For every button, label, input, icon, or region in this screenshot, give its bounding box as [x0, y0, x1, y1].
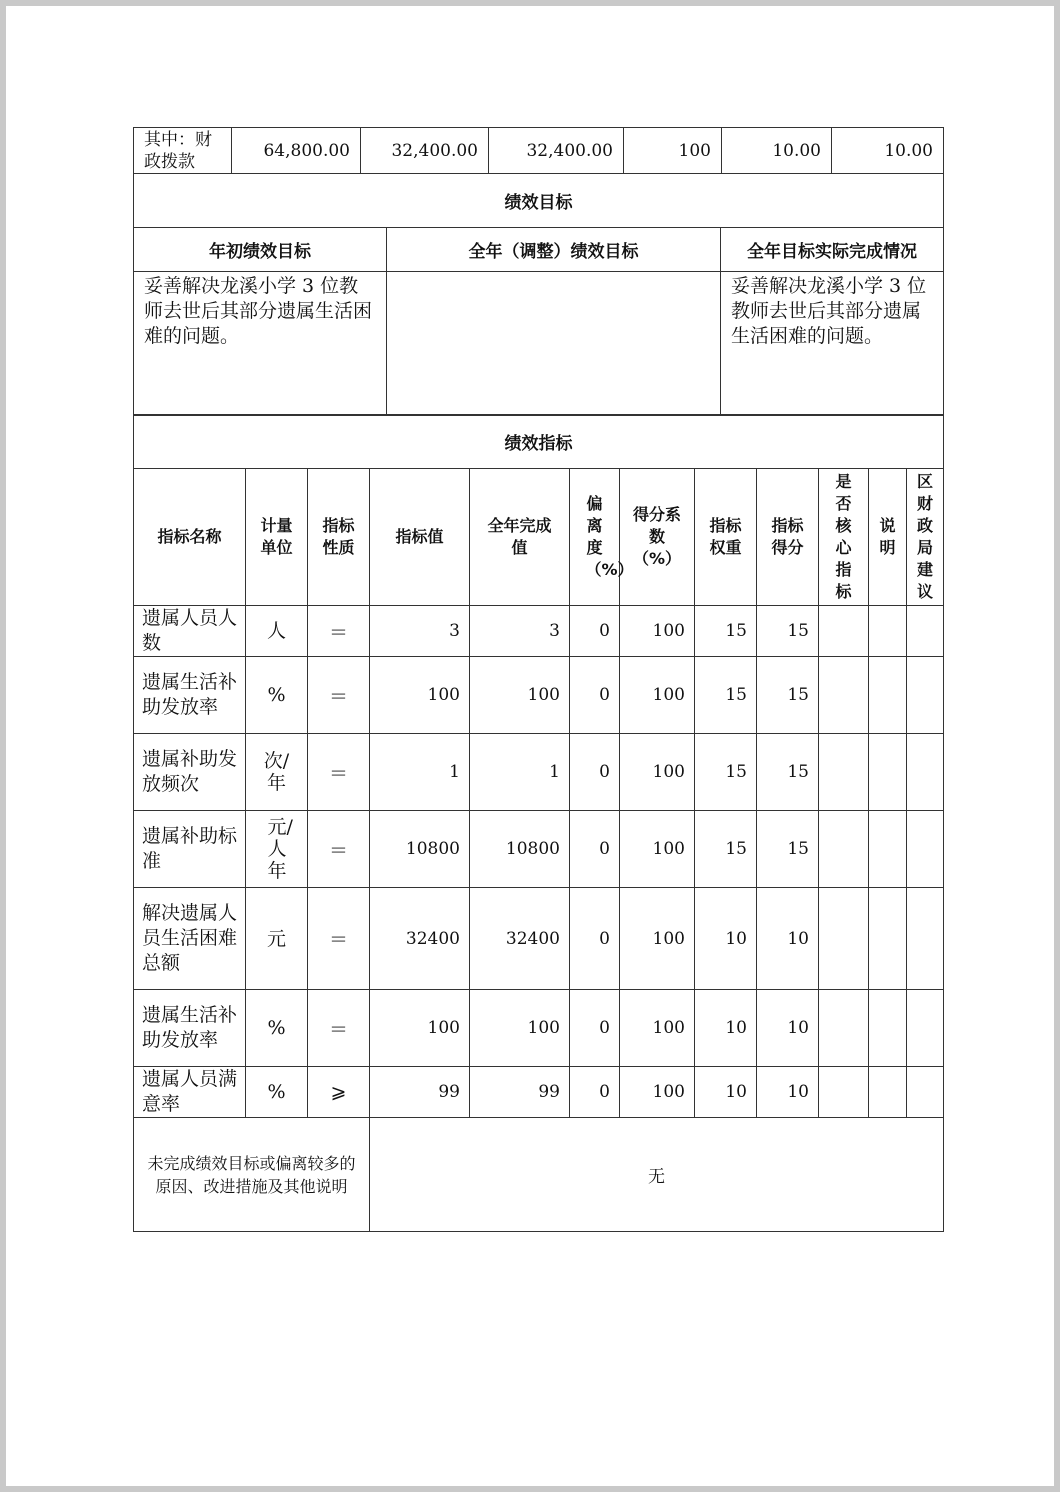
indicator-name: 遗属人员满意率	[134, 1067, 246, 1118]
indicator-actual-value: 99	[470, 1067, 570, 1118]
indicator-finance-advice	[907, 1067, 944, 1118]
indicator-weight: 15	[695, 606, 757, 657]
indicator-row	[134, 990, 944, 1067]
indicator-note	[869, 888, 907, 990]
indicator-name: 遗属生活补助发放率	[134, 657, 246, 734]
indicator-unit: 元/人年	[246, 811, 308, 888]
header-score-coefficient: 得分系数（%）	[620, 469, 695, 606]
header-is-core: 是否核心指标	[819, 469, 869, 606]
goal-adjusted-text	[387, 272, 721, 416]
indicator-nature: ＝	[308, 606, 370, 657]
goal-actual-text: 妥善解决龙溪小学 3 位教师去世后其部分遗属生活困难的问题。	[721, 272, 944, 416]
header-indicator-name: 指标名称	[134, 469, 246, 606]
indicator-name: 遗属补助发放频次	[134, 734, 246, 811]
indicator-nature: ＝	[308, 811, 370, 888]
goals-section-title: 绩效目标	[134, 174, 944, 228]
indicator-weight: 10	[695, 990, 757, 1067]
indicator-deviation: 0	[570, 888, 620, 990]
indicator-is-core	[819, 811, 869, 888]
indicator-note	[869, 657, 907, 734]
goal-actual-header: 全年目标实际完成情况	[721, 228, 944, 272]
indicator-unit: 元	[246, 888, 308, 990]
funding-weight: 10.00	[722, 128, 832, 174]
indicator-weight: 10	[695, 1067, 757, 1118]
indicator-target-value: 99	[370, 1067, 470, 1118]
indicator-name: 遗属补助标准	[134, 811, 246, 888]
indicator-deviation: 0	[570, 811, 620, 888]
indicators-table	[133, 414, 944, 1232]
indicator-score: 15	[757, 606, 819, 657]
indicator-nature: ＝	[308, 657, 370, 734]
indicator-target-value: 10800	[370, 811, 470, 888]
header-score: 指标得分	[757, 469, 819, 606]
header-target-value: 指标值	[370, 469, 470, 606]
header-deviation: 偏离度（%）	[570, 469, 620, 606]
indicator-is-core	[819, 1067, 869, 1118]
indicator-deviation: 0	[570, 606, 620, 657]
indicator-unit: 人	[246, 606, 308, 657]
funding-full-year-budget: 32,400.00	[361, 128, 489, 174]
funding-execution-rate: 100	[624, 128, 722, 174]
funding-label: 其中：财政拨款	[134, 128, 232, 174]
indicator-finance-advice	[907, 606, 944, 657]
indicator-unit: %	[246, 990, 308, 1067]
indicator-score: 10	[757, 1067, 819, 1118]
indicator-target-value: 32400	[370, 888, 470, 990]
indicator-nature: ＝	[308, 734, 370, 811]
header-actual-value: 全年完成值	[470, 469, 570, 606]
indicator-score: 15	[757, 657, 819, 734]
funding-annual-budget: 64,800.00	[232, 128, 361, 174]
indicator-actual-value: 10800	[470, 811, 570, 888]
indicator-name: 遗属生活补助发放率	[134, 990, 246, 1067]
indicator-score-coefficient: 100	[620, 811, 695, 888]
indicator-row	[134, 734, 944, 811]
indicator-row	[134, 1067, 944, 1118]
goal-initial-text: 妥善解决龙溪小学 3 位教师去世后其部分遗属生活困难的问题。	[134, 272, 387, 416]
reason-label: 未完成绩效目标或偏离较多的原因、改进措施及其他说明	[134, 1118, 370, 1232]
indicator-finance-advice	[907, 811, 944, 888]
funding-row	[134, 128, 944, 174]
goal-adjusted-header: 全年（调整）绩效目标	[387, 228, 721, 272]
indicator-nature: ⩾	[308, 1067, 370, 1118]
header-finance-advice: 区财政局建议	[907, 469, 944, 606]
indicator-score-coefficient: 100	[620, 1067, 695, 1118]
indicator-deviation: 0	[570, 657, 620, 734]
header-note: 说明	[869, 469, 907, 606]
funding-table	[133, 127, 944, 174]
indicator-score: 15	[757, 734, 819, 811]
indicator-weight: 15	[695, 657, 757, 734]
indicator-note	[869, 811, 907, 888]
indicator-score: 10	[757, 888, 819, 990]
indicator-score-coefficient: 100	[620, 990, 695, 1067]
indicator-deviation: 0	[570, 990, 620, 1067]
indicator-actual-value: 1	[470, 734, 570, 811]
indicator-target-value: 100	[370, 990, 470, 1067]
indicator-actual-value: 32400	[470, 888, 570, 990]
header-nature: 指标性质	[308, 469, 370, 606]
indicator-is-core	[819, 606, 869, 657]
indicator-note	[869, 990, 907, 1067]
header-weight: 指标权重	[695, 469, 757, 606]
indicator-row	[134, 606, 944, 657]
indicator-name: 遗属人员人数	[134, 606, 246, 657]
indicator-finance-advice	[907, 657, 944, 734]
indicator-row	[134, 657, 944, 734]
indicator-nature: ＝	[308, 990, 370, 1067]
indicator-actual-value: 3	[470, 606, 570, 657]
indicator-is-core	[819, 990, 869, 1067]
goals-table	[133, 173, 944, 416]
indicator-score-coefficient: 100	[620, 657, 695, 734]
indicator-deviation: 0	[570, 1067, 620, 1118]
indicator-score-coefficient: 100	[620, 888, 695, 990]
indicator-unit: %	[246, 657, 308, 734]
funding-score: 10.00	[832, 128, 944, 174]
indicator-row	[134, 811, 944, 888]
indicator-weight: 15	[695, 811, 757, 888]
indicator-score-coefficient: 100	[620, 606, 695, 657]
indicator-note	[869, 606, 907, 657]
indicator-actual-value: 100	[470, 990, 570, 1067]
indicator-deviation: 0	[570, 734, 620, 811]
indicator-is-core	[819, 734, 869, 811]
goal-initial-header: 年初绩效目标	[134, 228, 387, 272]
indicator-target-value: 1	[370, 734, 470, 811]
indicator-is-core	[819, 657, 869, 734]
indicators-section-title: 绩效指标	[134, 415, 944, 469]
indicator-target-value: 3	[370, 606, 470, 657]
indicator-weight: 10	[695, 888, 757, 990]
indicator-score-coefficient: 100	[620, 734, 695, 811]
funding-executed: 32,400.00	[489, 128, 624, 174]
indicator-note	[869, 1067, 907, 1118]
indicator-actual-value: 100	[470, 657, 570, 734]
reason-value: 无	[370, 1118, 944, 1232]
indicator-unit: 次/年	[246, 734, 308, 811]
indicator-finance-advice	[907, 990, 944, 1067]
indicator-target-value: 100	[370, 657, 470, 734]
indicator-score: 10	[757, 990, 819, 1067]
indicator-nature: ＝	[308, 888, 370, 990]
indicator-unit: %	[246, 1067, 308, 1118]
indicators-header-row	[134, 469, 944, 606]
indicator-score: 15	[757, 811, 819, 888]
indicator-row	[134, 888, 944, 990]
indicator-weight: 15	[695, 734, 757, 811]
header-unit: 计量单位	[246, 469, 308, 606]
indicator-finance-advice	[907, 888, 944, 990]
indicator-finance-advice	[907, 734, 944, 811]
indicator-name: 解决遗属人员生活困难总额	[134, 888, 246, 990]
indicator-note	[869, 734, 907, 811]
indicator-is-core	[819, 888, 869, 990]
